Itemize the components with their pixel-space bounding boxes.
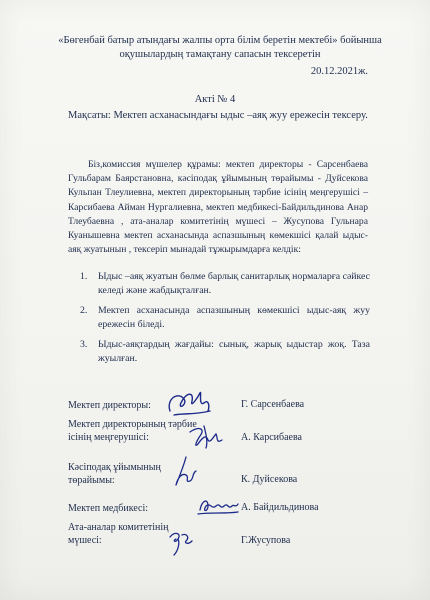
- signature-name: К. Дуйсекова: [241, 474, 298, 485]
- signature-role: Ата-аналар комитетінің мүшесі:: [68, 522, 169, 546]
- signature-role: Мектеп директорының тәрбие ісінің меңгерушісі:: [68, 419, 197, 443]
- handwritten-signature: [186, 422, 226, 452]
- finding-item: [80, 270, 370, 298]
- signature-role: Мектеп медбикесі:: [68, 503, 149, 514]
- handwritten-signature: [196, 494, 240, 518]
- act-purpose: Мақсаты: Мектеп асханасындағы ыдыс –аяқ жуу ережесін тексеру.: [68, 110, 368, 121]
- signature-name: Г. Сарсенбаева: [241, 399, 305, 410]
- header-line-2: оқушылардың тамақтану сапасын тексеретін: [119, 49, 321, 60]
- signature-name: А. Карсибаева: [241, 432, 302, 443]
- handwritten-signature: [168, 455, 198, 489]
- finding-text: Ыдыс-аяқтардың жағдайы: сынық, жарық ыдыстар жоқ. Таза жуылған.: [98, 339, 370, 364]
- document-header: [55, 34, 385, 62]
- handwritten-signature: [164, 385, 214, 421]
- handwritten-signature: [164, 527, 196, 559]
- finding-number: 2.: [80, 305, 88, 316]
- finding-number: 3.: [80, 339, 88, 350]
- finding-number: 1.: [80, 271, 88, 282]
- finding-text: Ыдыс –аяқ жуатын бөлме барлық санитарлық нормаларға сәйкес келеді және жабдықталған.: [98, 271, 370, 296]
- commission-paragraph: Біз,комиссия мүшелер құрамы: мектеп директоры - Сарсенбаева Гульбарам Баярстановна, кәсіподақ ұйымының төрайымы - Дуйсекова Кульпан Тлеулиевна, мектеп директорының тәрбие ісінің меңгерушісі – Карсибаева Айман Нургалиевна, мектеп медбикесі-Байдильдинова Анар Тлеубаевна , ата-аналар комитетінің мүшесі – Жусупова Гульнара Куанышевна мектеп асханасында аспазшының көмекшісі қалай ыдыс-аяқ жуатынын , тексеріп мынадай тұжырымдарға келдік:: [68, 159, 368, 256]
- signature-role: Кәсіподақ ұйымының төрайымы:: [68, 462, 161, 486]
- document-date: 20.12.2021ж.: [310, 66, 368, 77]
- signature-name: А. Байдильдинова: [241, 502, 319, 513]
- finding-text: Мектеп асханасында аспазшының көмекшісі ыдыс-аяқ жуу ережесін біледі.: [98, 305, 370, 330]
- finding-item: [80, 338, 370, 366]
- findings-list: [80, 270, 370, 372]
- finding-item: [80, 304, 370, 332]
- header-line-1: «Бөгенбай батыр атындағы жалпы орта білім беретін мектебі» бойынша: [58, 35, 382, 46]
- act-title: Акті № 4: [194, 94, 236, 105]
- signature-role: Мектеп директоры:: [68, 400, 151, 411]
- signature-name: Г.Жусупова: [241, 535, 291, 546]
